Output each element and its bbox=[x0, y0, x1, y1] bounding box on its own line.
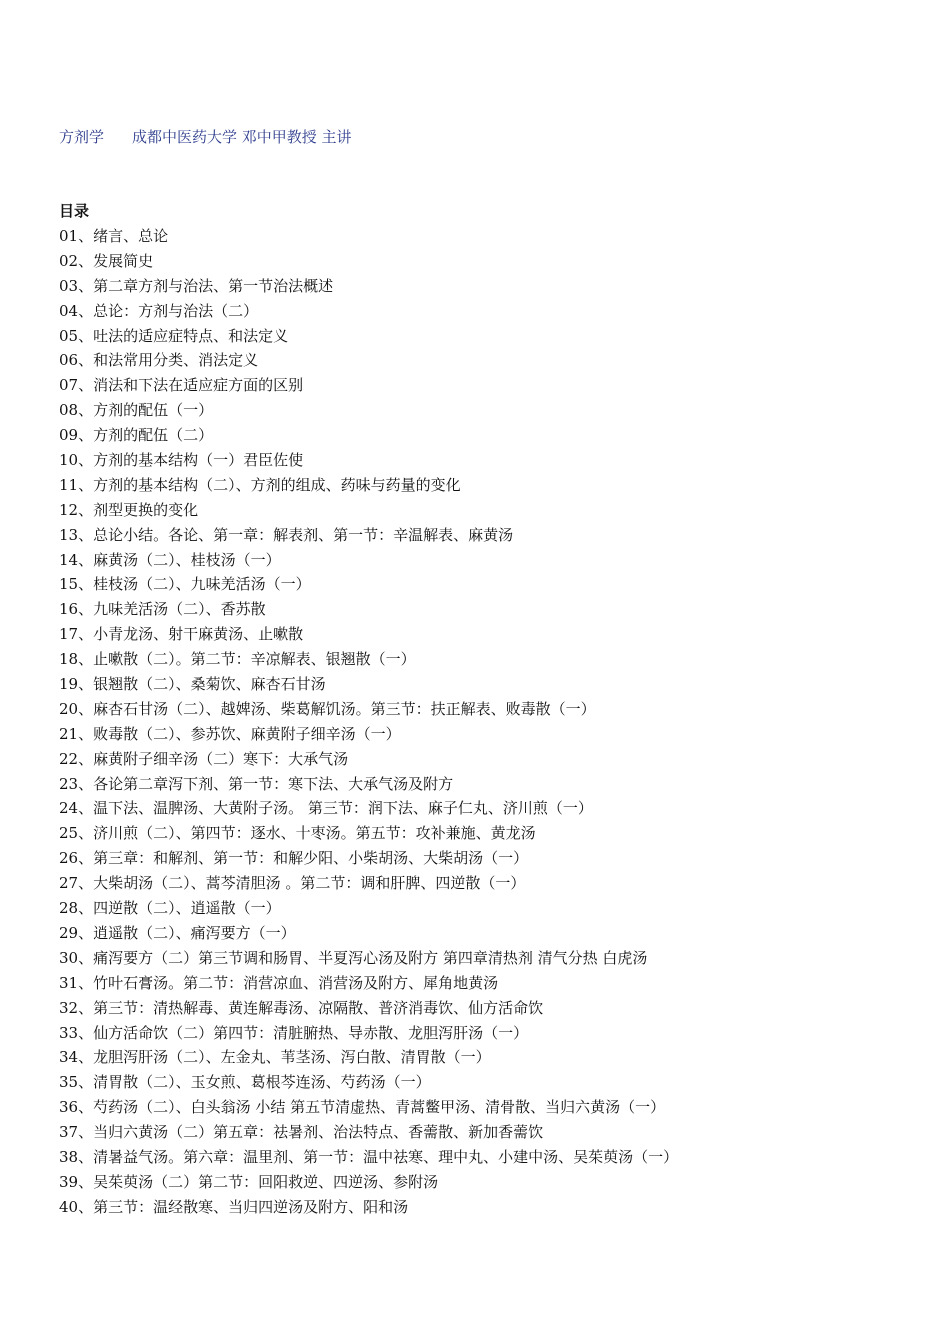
toc-item: 01、绪言、总论 bbox=[59, 227, 169, 245]
toc-item: 10、方剂的基本结构（一）君臣佐使 bbox=[59, 451, 304, 470]
toc-item: 02、发展简史 bbox=[59, 251, 154, 270]
toc-item: 12、剂型更换的变化 bbox=[59, 500, 199, 519]
toc-item: 04、总论：方剂与治法（二） bbox=[59, 301, 259, 320]
toc-item: 13、总论小结。各论、第一章：解表剂、第一节：辛温解表、麻黄汤 bbox=[59, 525, 514, 544]
toc-item: 27、大柴胡汤（二）、蒿芩清胆汤 。第二节：调和肝脾、四逆散（一） bbox=[59, 874, 526, 893]
toc-item: 14、麻黄汤（二）、桂枝汤（一） bbox=[59, 550, 281, 569]
toc-item: 16、九味羌活汤（二）、香苏散 bbox=[59, 600, 266, 619]
toc-item: 08、方剂的配伍（一） bbox=[59, 401, 214, 420]
toc-item: 11、方剂的基本结构（二）、方剂的组成、药味与药量的变化 bbox=[59, 475, 461, 494]
toc-item: 05、吐法的适应症特点、和法定义 bbox=[59, 326, 289, 345]
toc-item: 39、吴茱萸汤（二）第二节：回阳救逆、四逆汤、参附汤 bbox=[59, 1172, 439, 1191]
toc-item: 35、清胃散（二）、玉女煎、葛根芩连汤、芍药汤（一） bbox=[59, 1073, 431, 1092]
toc-item: 18、止嗽散（二）。第二节：辛凉解表、银翘散（一） bbox=[59, 650, 416, 669]
toc-item: 36、芍药汤（二）、白头翁汤 小结 第五节清虚热、青蒿鳖甲汤、清骨散、当归六黄汤（一） bbox=[59, 1098, 666, 1117]
toc-item: 19、银翘散（二）、桑菊饮、麻杏石甘汤 bbox=[59, 675, 326, 694]
toc-item: 17、小青龙汤、射干麻黄汤、止嗽散 bbox=[59, 625, 304, 644]
toc-item: 29、逍遥散（二）、痛泻要方（一） bbox=[59, 923, 296, 942]
toc-item: 38、清暑益气汤。第六章：温里剂、第一节：温中祛寒、理中丸、小建中汤、吴茱萸汤（一） bbox=[59, 1147, 679, 1166]
toc-item: 15、桂枝汤（二）、九味羌活汤（一） bbox=[59, 575, 311, 594]
course-lecturer: 成都中医药大学 邓中甲教授 主讲 bbox=[132, 128, 352, 146]
toc-item: 26、第三章：和解剂、第一节：和解少阳、小柴胡汤、大柴胡汤（一） bbox=[59, 849, 529, 868]
toc-item: 21、败毒散（二）、参苏饮、麻黄附子细辛汤（一） bbox=[59, 724, 401, 743]
toc-item: 09、方剂的配伍（二） bbox=[59, 426, 214, 445]
toc-item: 24、温下法、温脾汤、大黄附子汤。 第三节：润下法、麻子仁丸、济川煎（一） bbox=[59, 799, 593, 818]
toc-item: 03、第二章方剂与治法、第一节治法概述 bbox=[59, 276, 334, 295]
document-header bbox=[59, 126, 352, 147]
course-subject: 方剂学 bbox=[59, 128, 105, 146]
toc-item: 28、四逆散（二）、逍遥散（一） bbox=[59, 899, 281, 918]
toc-item: 06、和法常用分类、消法定义 bbox=[59, 351, 259, 370]
toc-item: 07、消法和下法在适应症方面的区别 bbox=[59, 376, 304, 395]
toc-title: 目录 bbox=[59, 202, 90, 220]
toc-item: 34、龙胆泻肝汤（二）、左金丸、苇茎汤、泻白散、清胃散（一） bbox=[59, 1048, 491, 1067]
toc-item: 25、济川煎（二）、第四节：逐水、十枣汤。第五节：攻补兼施、黄龙汤 bbox=[59, 824, 536, 843]
toc-item: 30、痛泻要方（二）第三节调和肠胃、半夏泻心汤及附方 第四章清热剂 清气分热 白虎汤 bbox=[59, 948, 648, 967]
toc-item: 32、第三节：清热解毒、黄连解毒汤、凉隔散、普济消毒饮、仙方活命饮 bbox=[59, 998, 544, 1017]
toc-item: 20、麻杏石甘汤（二）、越婢汤、柴葛解饥汤。第三节：扶正解表、败毒散（一） bbox=[59, 699, 596, 718]
toc-item: 22、麻黄附子细辛汤（二）寒下：大承气汤 bbox=[59, 749, 349, 768]
toc-item: 37、当归六黄汤（二）第五章：祛暑剂、治法特点、香薷散、新加香薷饮 bbox=[59, 1123, 544, 1142]
toc-list bbox=[59, 224, 678, 1220]
toc-item: 40、第三节：温经散寒、当归四逆汤及附方、阳和汤 bbox=[59, 1197, 409, 1216]
toc-item: 31、竹叶石膏汤。第二节：消营凉血、消营汤及附方、犀角地黄汤 bbox=[59, 973, 499, 992]
toc-item: 33、仙方活命饮（二）第四节：清脏腑热、导赤散、龙胆泻肝汤（一） bbox=[59, 1023, 529, 1042]
toc-item: 23、各论第二章泻下剂、第一节：寒下法、大承气汤及附方 bbox=[59, 774, 454, 793]
